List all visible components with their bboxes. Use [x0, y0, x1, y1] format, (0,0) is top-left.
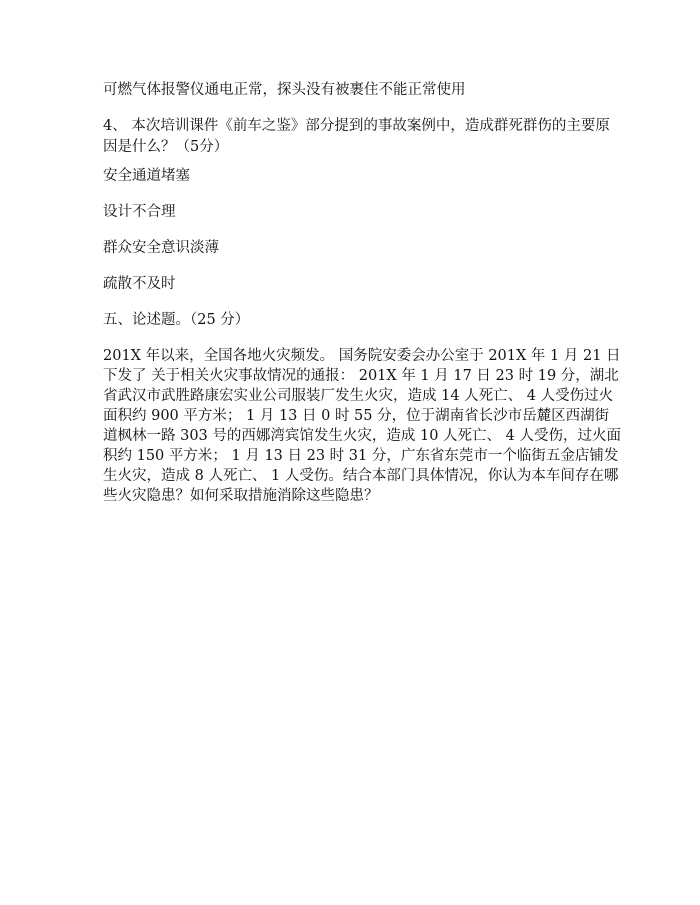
section-heading-5: 五、论述题。（25 分）	[103, 312, 250, 328]
question-4: 4、 本次培训课件《前车之鉴》部分提到的事故案例中，造成群死群伤的主要原因是什么？（5分）	[103, 118, 610, 155]
answer-item-3: 群众安全意识淡薄	[103, 240, 219, 256]
essay-question: 201X 年以来，全国各地火灾频发。 国务院安委会办公室于 201X 年 1 月 21 日 下发了 关于相关火灾事故情况的通报： 201X 年 1 月 17 日 23 时 19 分，湖北省武汉市武胜路康宏实业公司服装厂发生火灾，造成 14 人死亡、 4 人受伤过火面积约 900 平方米； 1 月 13 日 0 时 55 分，位于湖南省长沙市岳麓区西湖街道枫林一路 303 号的西娜湾宾馆发生火灾，造成 10 人死亡、 4 人受伤，过火面积约 150 平方米； 1 月 13 日 23 时 31 分，广东省东莞市一个临街五金店铺发生火灾，造成 8 人死亡、 1 人受伤。结合本部门具体情况，你认为本车间存在哪些火灾隐患？如何采取措施消除这些隐患？	[103, 348, 622, 504]
answer-item-4: 疏散不及时	[103, 276, 176, 292]
answer-item-2: 设计不合理	[103, 204, 176, 220]
document-body	[103, 80, 623, 517]
answer-item-1: 安全通道堵塞	[103, 168, 190, 184]
paragraph-gas-alarm: 可燃气体报警仪通电正常，探头没有被裹住不能正常使用	[103, 82, 466, 98]
